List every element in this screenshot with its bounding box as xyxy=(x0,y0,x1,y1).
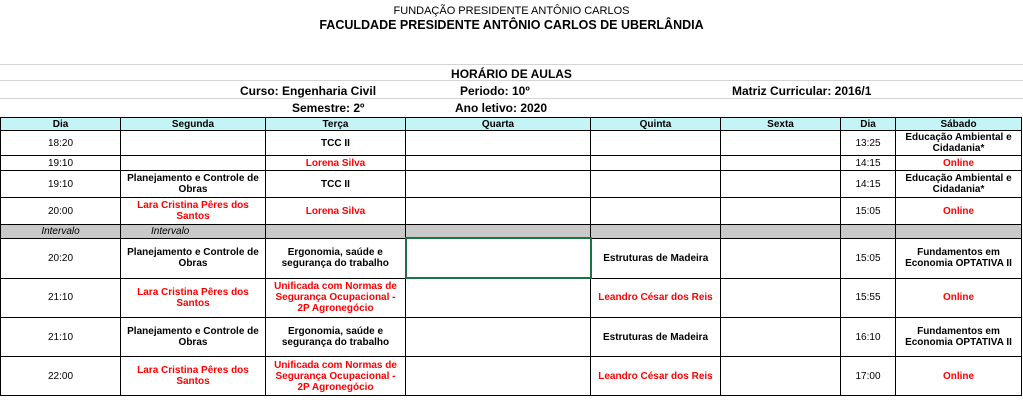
cell-dia[interactable]: 20:00 xyxy=(1,198,121,225)
cell-dia[interactable]: 21:10 xyxy=(1,318,121,357)
cell-dia[interactable]: 21:10 xyxy=(1,278,121,318)
cell-quarta[interactable] xyxy=(406,171,591,198)
cell-dia[interactable]: 19:10 xyxy=(1,156,121,171)
cell-dia[interactable]: Intervalo xyxy=(1,225,121,239)
cell-sabado[interactable]: Fundamentos em Economia OPTATIVA II xyxy=(896,238,1022,278)
cell-segunda[interactable]: Planejamento e Controle de Obras xyxy=(121,238,266,278)
cell-sabado[interactable]: Online xyxy=(896,357,1022,396)
cell-quarta[interactable] xyxy=(406,131,591,156)
cell-dia2[interactable]: 16:10 xyxy=(841,318,896,357)
period-label: Periodo: 10º xyxy=(460,84,530,98)
cell-terca[interactable]: TCC II xyxy=(266,171,406,198)
cell-segunda[interactable]: Lara Cristina Pêres dos Santos xyxy=(121,198,266,225)
table-row xyxy=(1,278,1022,318)
table-row xyxy=(1,238,1022,278)
cell-dia[interactable]: 18:20 xyxy=(1,131,121,156)
table-row xyxy=(1,131,1022,156)
col-header-segunda: Segunda xyxy=(121,118,266,131)
cell-quinta[interactable] xyxy=(591,225,721,239)
cell-dia2[interactable]: 15:55 xyxy=(841,278,896,318)
cell-dia2[interactable]: 17:00 xyxy=(841,357,896,396)
cell-sexta[interactable] xyxy=(721,225,841,239)
cell-segunda[interactable]: Planejamento e Controle de Obras xyxy=(121,171,266,198)
interval-row xyxy=(1,225,1022,239)
cell-quarta[interactable] xyxy=(406,156,591,171)
foundation-name: FUNDAÇÃO PRESIDENTE ANTÔNIO CARLOS xyxy=(393,5,630,17)
cell-terca[interactable]: Ergonomia, saúde e segurança do trabalho xyxy=(266,318,406,357)
cell-sexta[interactable] xyxy=(721,318,841,357)
cell-quinta[interactable] xyxy=(591,156,721,171)
cell-terca[interactable]: TCC II xyxy=(266,131,406,156)
cell-sabado[interactable]: Online xyxy=(896,198,1022,225)
cell-terca[interactable]: Unificada com Normas de Segurança Ocupacional - 2P Agronegócio xyxy=(266,357,406,396)
schedule-title: HORÁRIO DE AULAS xyxy=(451,67,572,81)
table-row xyxy=(1,171,1022,198)
cell-terca[interactable]: Ergonomia, saúde e segurança do trabalho xyxy=(266,238,406,278)
cell-dia[interactable]: 22:00 xyxy=(1,357,121,396)
cell-sabado[interactable]: Educação Ambiental e Cidadania* xyxy=(896,131,1022,156)
cell-segunda[interactable] xyxy=(121,156,266,171)
cell-sexta[interactable] xyxy=(721,278,841,318)
cell-sexta[interactable] xyxy=(721,238,841,278)
cell-terca[interactable] xyxy=(266,225,406,239)
cell-terca[interactable]: Lorena Silva xyxy=(266,198,406,225)
cell-sabado[interactable]: Online xyxy=(896,156,1022,171)
cell-dia2[interactable] xyxy=(841,225,896,239)
cell-quinta[interactable]: Leandro César dos Reis xyxy=(591,278,721,318)
semester-label: Semestre: 2º xyxy=(292,101,365,115)
cell-dia2[interactable]: 15:05 xyxy=(841,198,896,225)
faculty-name: FACULDADE PRESIDENTE ANTÔNIO CARLOS DE UBERLÂNDIA xyxy=(319,18,704,32)
cell-quarta[interactable] xyxy=(406,225,591,239)
schedule-table xyxy=(0,117,1022,396)
gridline xyxy=(0,64,1023,65)
col-header-quinta: Quinta xyxy=(591,118,721,131)
col-header-dia: Dia xyxy=(1,118,121,131)
cell-sexta[interactable] xyxy=(721,198,841,225)
cell-sabado[interactable]: Fundamentos em Economia OPTATIVA II xyxy=(896,318,1022,357)
cell-quinta[interactable]: Estruturas de Madeira xyxy=(591,238,721,278)
cell-sexta[interactable] xyxy=(721,357,841,396)
cell-quarta-selected[interactable] xyxy=(406,238,591,278)
table-header-row xyxy=(1,118,1022,131)
table-row xyxy=(1,198,1022,225)
cell-quinta[interactable]: Leandro César dos Reis xyxy=(591,357,721,396)
col-header-dia2: Dia xyxy=(841,118,896,131)
cell-sabado[interactable] xyxy=(896,225,1022,239)
cell-quinta[interactable] xyxy=(591,171,721,198)
cell-sexta[interactable] xyxy=(721,171,841,198)
cell-quarta[interactable] xyxy=(406,357,591,396)
cell-terca[interactable]: Lorena Silva xyxy=(266,156,406,171)
cell-segunda[interactable] xyxy=(121,131,266,156)
cell-sexta[interactable] xyxy=(721,156,841,171)
cell-sabado[interactable]: Online xyxy=(896,278,1022,318)
cell-segunda[interactable]: Intervalo xyxy=(121,225,266,239)
year-label: Ano letivo: 2020 xyxy=(455,101,548,115)
cell-dia[interactable]: 19:10 xyxy=(1,171,121,198)
table-row xyxy=(1,318,1022,357)
cell-quarta[interactable] xyxy=(406,278,591,318)
col-header-quarta: Quarta xyxy=(406,118,591,131)
cell-quarta[interactable] xyxy=(406,318,591,357)
cell-segunda[interactable]: Lara Cristina Pêres dos Santos xyxy=(121,357,266,396)
cell-sexta[interactable] xyxy=(721,131,841,156)
curriculum-label: Matriz Curricular: 2016/1 xyxy=(732,84,872,98)
col-header-sexta: Sexta xyxy=(721,118,841,131)
table-row xyxy=(1,357,1022,396)
cell-segunda[interactable]: Lara Cristina Pêres dos Santos xyxy=(121,278,266,318)
table-row xyxy=(1,156,1022,171)
cell-segunda[interactable]: Planejamento e Controle de Obras xyxy=(121,318,266,357)
cell-dia2[interactable]: 14:15 xyxy=(841,156,896,171)
col-header-terca: Terça xyxy=(266,118,406,131)
cell-dia2[interactable]: 13:25 xyxy=(841,131,896,156)
cell-terca[interactable]: Unificada com Normas de Segurança Ocupacional - 2P Agronegócio xyxy=(266,278,406,318)
cell-quarta[interactable] xyxy=(406,198,591,225)
course-label: Curso: Engenharia Civil xyxy=(240,84,377,98)
col-header-sabado: Sábado xyxy=(896,118,1022,131)
gridline xyxy=(0,98,1023,99)
cell-quinta[interactable] xyxy=(591,131,721,156)
cell-sabado[interactable]: Educação Ambiental e Cidadania* xyxy=(896,171,1022,198)
cell-quinta[interactable]: Estruturas de Madeira xyxy=(591,318,721,357)
cell-dia2[interactable]: 14:15 xyxy=(841,171,896,198)
cell-dia2[interactable]: 15:05 xyxy=(841,238,896,278)
cell-quinta[interactable] xyxy=(591,198,721,225)
cell-dia[interactable]: 20:20 xyxy=(1,238,121,278)
